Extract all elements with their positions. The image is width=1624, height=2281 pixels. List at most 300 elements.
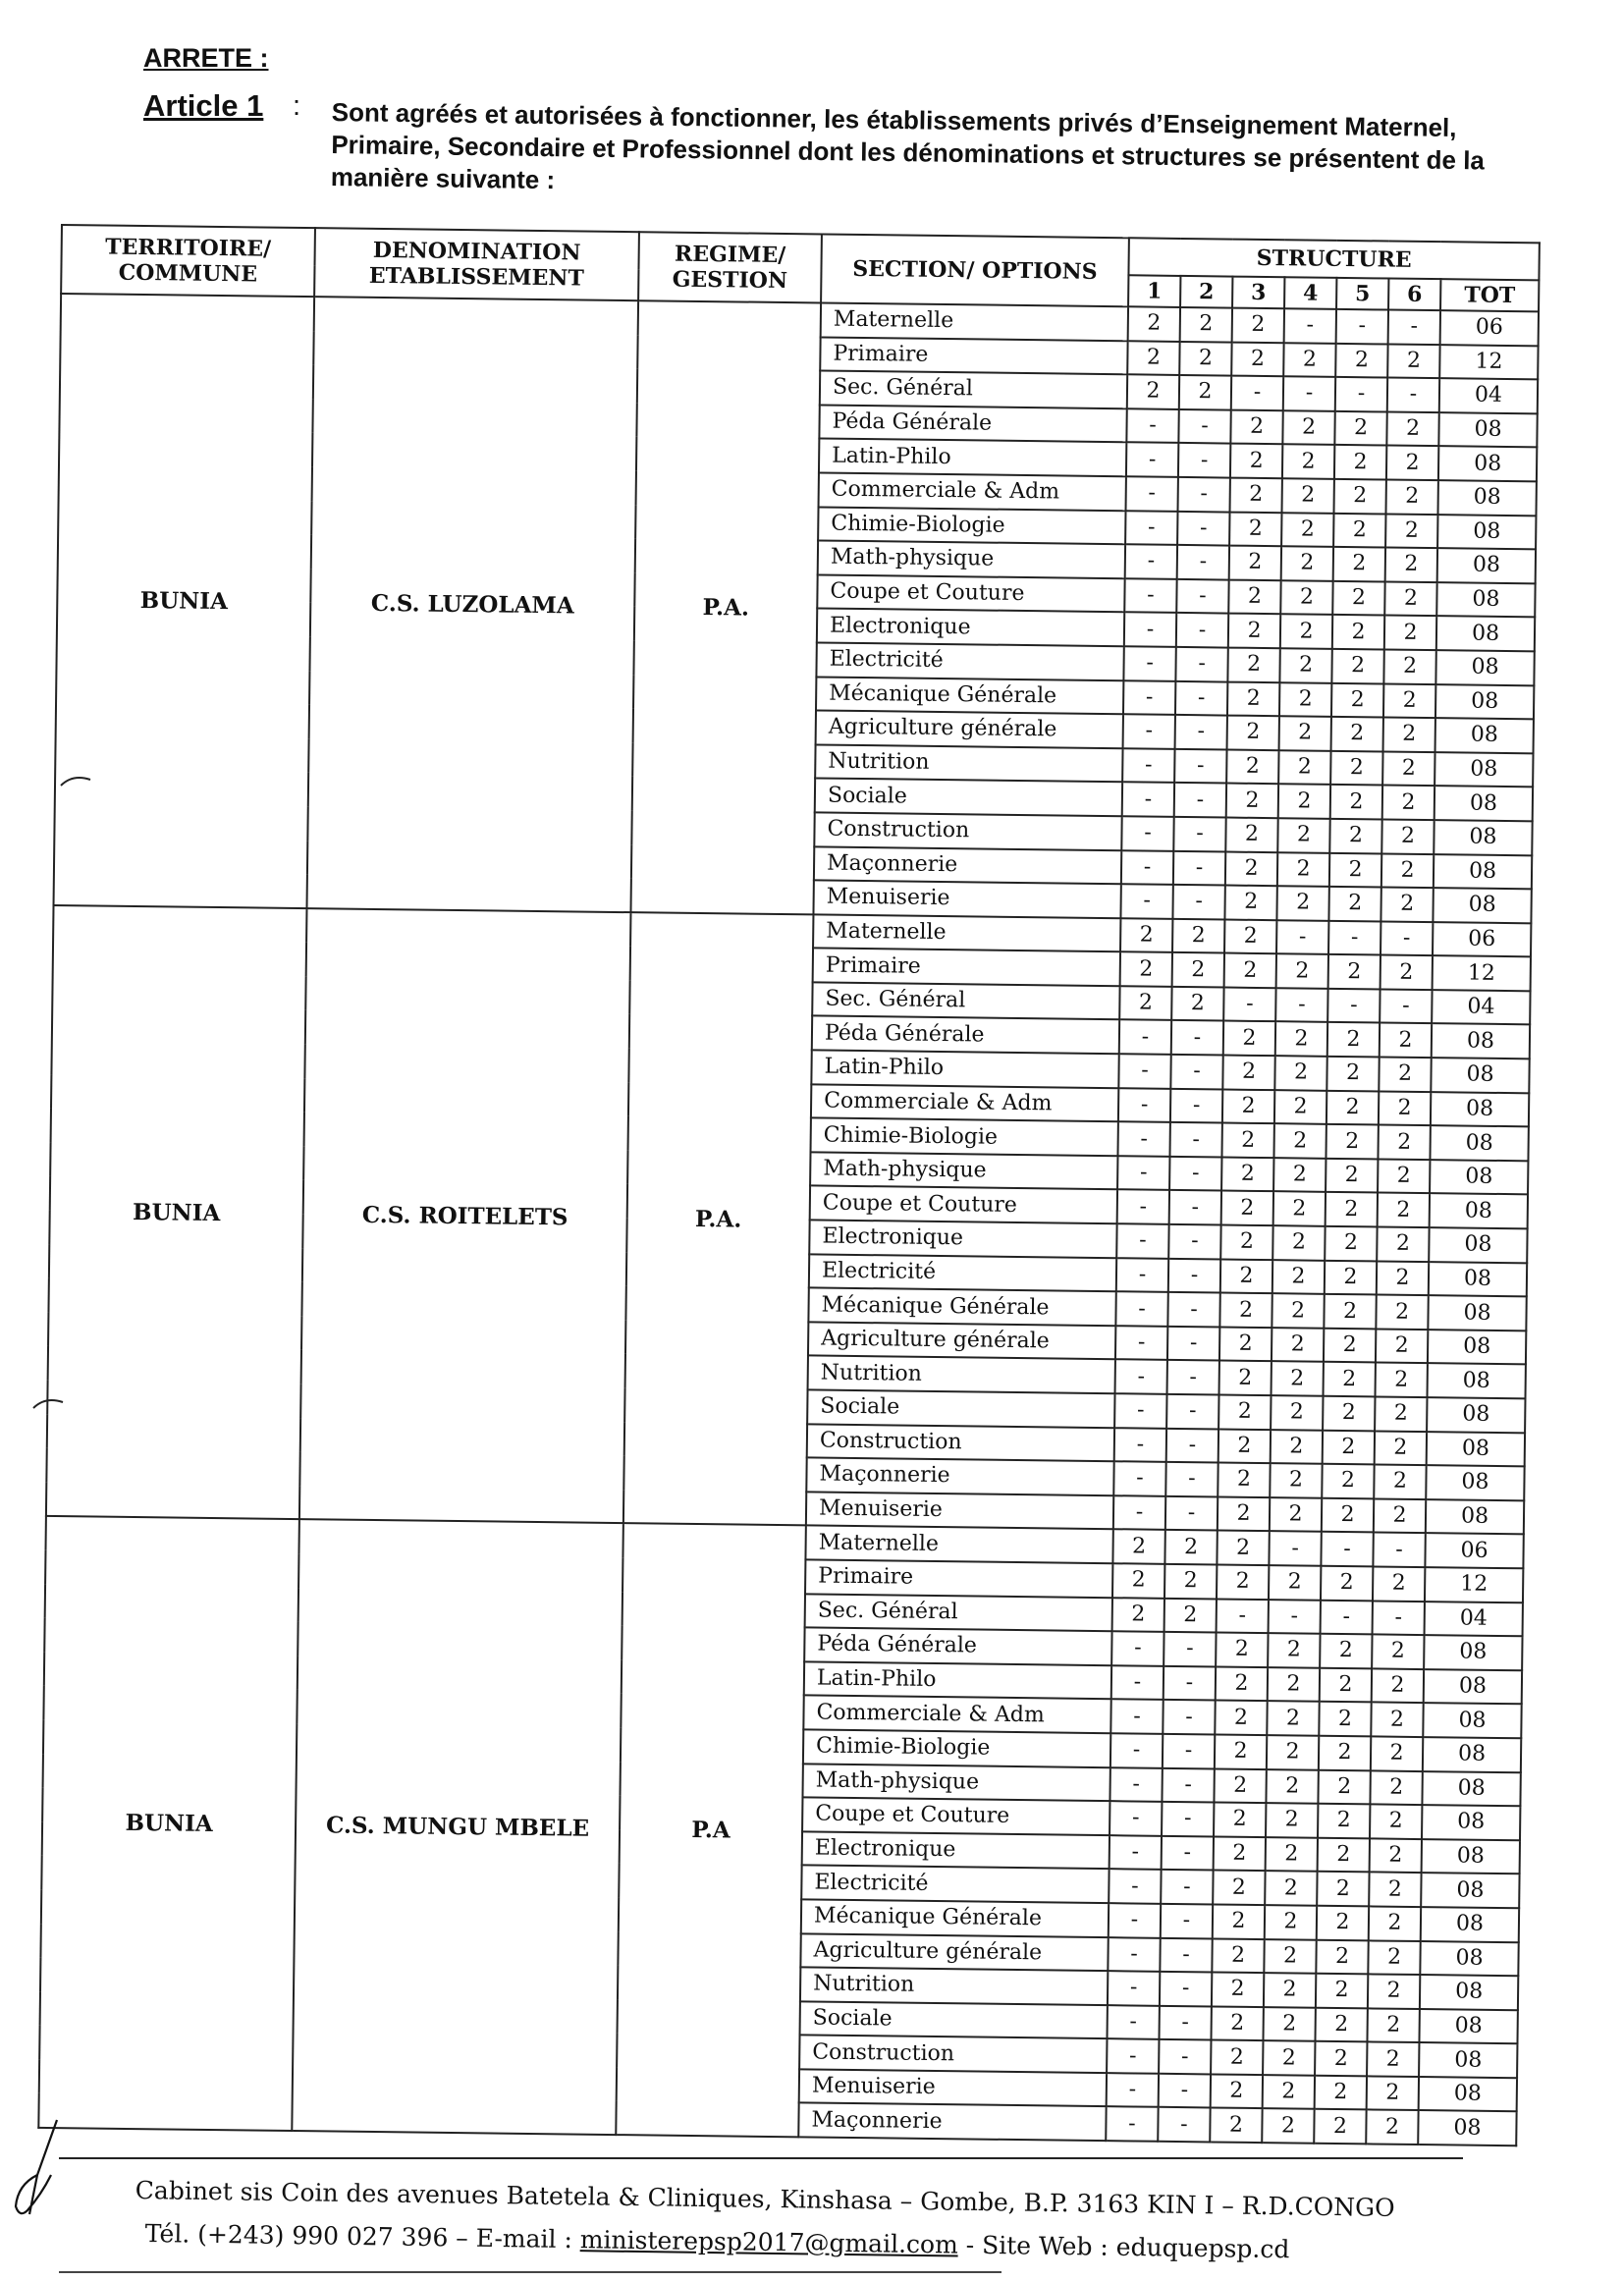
level-cell: - bbox=[1113, 1461, 1165, 1495]
option-cell: Menuiserie bbox=[806, 1492, 1113, 1529]
level-cell: 2 bbox=[1273, 1123, 1326, 1158]
option-cell: Coupe et Couture bbox=[802, 1797, 1110, 1834]
level-cell: 2 bbox=[1164, 1598, 1217, 1632]
level-cell: 2 bbox=[1265, 1905, 1317, 1939]
level-cell: - bbox=[1110, 1767, 1162, 1802]
option-cell: Primaire bbox=[805, 1559, 1112, 1597]
level-cell: 2 bbox=[1277, 852, 1329, 887]
level-cell: 2 bbox=[1367, 2076, 1419, 2110]
level-cell: 2 bbox=[1164, 1530, 1217, 1564]
total-cell: 08 bbox=[1428, 1363, 1526, 1398]
level-cell: 2 bbox=[1274, 1090, 1326, 1124]
level-cell: 2 bbox=[1367, 2008, 1419, 2042]
option-cell: Electricité bbox=[801, 1866, 1109, 1903]
total-cell: 08 bbox=[1437, 515, 1536, 550]
level-cell: - bbox=[1117, 1156, 1169, 1190]
total-cell: 08 bbox=[1436, 582, 1535, 618]
level-cell: 2 bbox=[1268, 1667, 1320, 1702]
total-cell: 08 bbox=[1419, 2042, 1517, 2078]
level-cell: 2 bbox=[1222, 1056, 1274, 1090]
level-cell: 2 bbox=[1262, 2109, 1314, 2144]
total-cell: 08 bbox=[1432, 1024, 1530, 1059]
level-cell: 2 bbox=[1385, 479, 1437, 514]
level-cell: - bbox=[1126, 408, 1178, 443]
option-cell: Péda Générale bbox=[819, 405, 1126, 442]
option-cell: Construction bbox=[799, 2036, 1107, 2073]
level-cell: - bbox=[1118, 1054, 1170, 1088]
level-cell: 2 bbox=[1218, 1496, 1270, 1531]
level-cell: - bbox=[1107, 2005, 1159, 2039]
option-cell: Menuiserie bbox=[799, 2069, 1107, 2106]
article-text: Sont agréés et autorisées à fonctionner, les établissements privés d’Enseignement Maternel, Primaire, Secondaire et Professionnel dont les dénominations et structures se présentent de la manière suivante : bbox=[330, 96, 1486, 195]
option-cell: Sociale bbox=[815, 779, 1122, 816]
level-cell: - bbox=[1162, 1802, 1214, 1836]
level-cell: 2 bbox=[1282, 410, 1334, 445]
level-cell: - bbox=[1217, 1599, 1269, 1633]
level-cell: 2 bbox=[1219, 1361, 1272, 1395]
level-cell: 2 bbox=[1332, 581, 1384, 616]
level-cell: 2 bbox=[1228, 614, 1280, 648]
level-cell: 2 bbox=[1225, 851, 1277, 886]
level-cell: 2 bbox=[1316, 1974, 1368, 2008]
level-cell: - bbox=[1387, 378, 1439, 412]
level-cell: 2 bbox=[1386, 446, 1438, 480]
option-cell: Maçonnerie bbox=[814, 846, 1121, 884]
total-cell: 04 bbox=[1432, 990, 1530, 1025]
option-cell: Commerciale & Adm bbox=[803, 1696, 1110, 1733]
level-cell: 2 bbox=[1380, 1023, 1432, 1058]
option-cell: Electricité bbox=[809, 1254, 1116, 1291]
level-cell: 2 bbox=[1376, 1295, 1428, 1330]
level-cell: 2 bbox=[1211, 2006, 1263, 2040]
option-cell: Electronique bbox=[809, 1220, 1116, 1257]
level-cell: 2 bbox=[1372, 1668, 1424, 1703]
level-cell: - bbox=[1107, 2038, 1159, 2073]
level-cell: 2 bbox=[1378, 1125, 1430, 1160]
total-cell: 12 bbox=[1439, 345, 1538, 380]
header-section: SECTION/ OPTIONS bbox=[821, 234, 1129, 306]
level-cell: 2 bbox=[1376, 1363, 1428, 1397]
level-cell: 2 bbox=[1375, 1396, 1427, 1431]
footer-contact bbox=[145, 2219, 1290, 2263]
level-cell: 2 bbox=[1282, 478, 1334, 513]
option-cell: Nutrition bbox=[815, 744, 1122, 782]
level-cell: 2 bbox=[1268, 1633, 1320, 1667]
level-cell: - bbox=[1115, 1326, 1167, 1360]
level-cell: 2 bbox=[1272, 1293, 1324, 1328]
level-cell: 2 bbox=[1382, 786, 1435, 820]
decree-heading: ARRETE : bbox=[143, 43, 269, 73]
level-cell: 2 bbox=[1270, 1497, 1322, 1532]
level-cell: - bbox=[1117, 1190, 1169, 1224]
option-cell: Maçonnerie bbox=[798, 2103, 1106, 2141]
level-cell: 2 bbox=[1330, 751, 1382, 786]
level-cell: 2 bbox=[1120, 952, 1172, 987]
option-cell: Maçonnerie bbox=[806, 1458, 1113, 1495]
level-cell: 2 bbox=[1380, 955, 1433, 990]
level-cell: 2 bbox=[1218, 1394, 1271, 1429]
level-cell: 2 bbox=[1383, 683, 1435, 718]
level-cell: 2 bbox=[1325, 1260, 1377, 1294]
level-cell: 2 bbox=[1324, 1329, 1376, 1363]
level-cell: - bbox=[1106, 2107, 1158, 2142]
level-cell: 2 bbox=[1216, 1633, 1268, 1667]
level-cell: 2 bbox=[1329, 852, 1381, 887]
header-level-5: 5 bbox=[1336, 278, 1388, 310]
level-cell: - bbox=[1223, 987, 1275, 1021]
level-cell: - bbox=[1175, 715, 1227, 749]
total-cell: 08 bbox=[1421, 1873, 1519, 1908]
level-cell: - bbox=[1116, 1223, 1168, 1258]
level-cell: 2 bbox=[1370, 1805, 1422, 1839]
total-cell: 08 bbox=[1430, 1160, 1528, 1195]
total-cell: 08 bbox=[1428, 1295, 1526, 1331]
level-cell: 2 bbox=[1112, 1598, 1164, 1632]
level-cell: - bbox=[1164, 1666, 1216, 1701]
total-cell: 08 bbox=[1438, 412, 1537, 448]
level-cell: 2 bbox=[1224, 953, 1276, 988]
option-cell: Maternelle bbox=[813, 914, 1120, 951]
level-cell: 2 bbox=[1331, 649, 1383, 683]
level-cell: - bbox=[1284, 308, 1336, 343]
option-cell: Latin-Philo bbox=[804, 1661, 1111, 1699]
level-cell: 2 bbox=[1112, 1563, 1164, 1598]
option-cell: Math-physique bbox=[802, 1764, 1110, 1801]
total-cell: 08 bbox=[1435, 650, 1534, 685]
option-cell: Coupe et Couture bbox=[817, 574, 1124, 612]
level-cell: - bbox=[1178, 409, 1230, 444]
level-cell: 2 bbox=[1220, 1259, 1272, 1293]
total-cell: 12 bbox=[1433, 955, 1531, 991]
level-cell: 2 bbox=[1331, 682, 1383, 717]
etablissement-cell: C.S. MUNGU MBELE bbox=[292, 1519, 623, 2135]
footer-website: - Site Web : eduquepsp.cd bbox=[957, 2230, 1290, 2264]
level-cell: 2 bbox=[1221, 1123, 1273, 1158]
level-cell: 2 bbox=[1221, 1157, 1273, 1191]
option-cell: Nutrition bbox=[808, 1356, 1115, 1393]
level-cell: 2 bbox=[1229, 546, 1281, 580]
level-cell: 2 bbox=[1227, 681, 1279, 716]
level-cell: 2 bbox=[1317, 1906, 1369, 1940]
level-cell: - bbox=[1231, 376, 1283, 410]
level-cell: 2 bbox=[1263, 2040, 1315, 2075]
margin-mark bbox=[29, 1394, 69, 1414]
level-cell: 2 bbox=[1112, 1530, 1164, 1564]
level-cell: 2 bbox=[1382, 751, 1435, 786]
level-cell: - bbox=[1165, 1496, 1218, 1531]
total-cell: 08 bbox=[1424, 1635, 1522, 1670]
level-cell: - bbox=[1177, 545, 1229, 579]
regime-cell: P.A. bbox=[630, 300, 821, 914]
total-cell: 08 bbox=[1437, 480, 1536, 516]
level-cell: 2 bbox=[1220, 1225, 1272, 1260]
level-cell: - bbox=[1123, 714, 1175, 748]
level-cell: 2 bbox=[1381, 853, 1434, 888]
total-cell: 08 bbox=[1423, 1737, 1521, 1772]
level-cell: 2 bbox=[1266, 1803, 1318, 1837]
level-cell: 2 bbox=[1272, 1260, 1325, 1294]
level-cell: - bbox=[1380, 989, 1432, 1023]
total-cell: 08 bbox=[1422, 1839, 1520, 1874]
total-cell: 08 bbox=[1426, 1499, 1524, 1535]
level-cell: 2 bbox=[1317, 1872, 1369, 1906]
level-cell: 2 bbox=[1370, 1838, 1422, 1873]
level-cell: - bbox=[1321, 1600, 1373, 1634]
level-cell: 2 bbox=[1281, 513, 1333, 547]
level-cell: 2 bbox=[1212, 1973, 1264, 2007]
option-cell: Sec. Général bbox=[805, 1594, 1112, 1631]
total-cell: 08 bbox=[1435, 684, 1534, 720]
level-cell: - bbox=[1122, 748, 1174, 783]
total-cell: 08 bbox=[1435, 752, 1533, 787]
level-cell: - bbox=[1171, 1020, 1223, 1055]
level-cell: 2 bbox=[1120, 918, 1172, 952]
level-cell: - bbox=[1110, 1835, 1162, 1870]
level-cell: 2 bbox=[1127, 341, 1179, 375]
table-body bbox=[38, 294, 1539, 2145]
level-cell: 2 bbox=[1331, 717, 1383, 751]
level-cell: - bbox=[1162, 1767, 1214, 1802]
level-cell: 2 bbox=[1322, 1498, 1374, 1533]
option-cell: Construction bbox=[814, 812, 1121, 849]
level-cell: - bbox=[1176, 613, 1228, 647]
option-cell: Electricité bbox=[816, 642, 1123, 679]
level-cell: 2 bbox=[1376, 1329, 1428, 1363]
level-cell: - bbox=[1283, 376, 1335, 410]
level-cell: 2 bbox=[1326, 1090, 1379, 1124]
level-cell: 2 bbox=[1380, 888, 1433, 922]
level-cell: 2 bbox=[1228, 579, 1280, 614]
option-cell: Math-physique bbox=[810, 1152, 1117, 1189]
level-cell: 2 bbox=[1324, 1294, 1376, 1329]
level-cell: 2 bbox=[1214, 1836, 1266, 1871]
total-cell: 08 bbox=[1419, 2009, 1517, 2044]
level-cell: 2 bbox=[1325, 1226, 1377, 1261]
level-cell: 2 bbox=[1332, 615, 1384, 649]
level-cell: 2 bbox=[1265, 1871, 1317, 1905]
level-cell: 2 bbox=[1213, 1904, 1265, 1938]
level-cell: 2 bbox=[1272, 1328, 1324, 1362]
level-cell: - bbox=[1373, 1533, 1425, 1567]
level-cell: 2 bbox=[1318, 1769, 1370, 1804]
level-cell: 2 bbox=[1385, 514, 1437, 548]
level-cell: - bbox=[1125, 544, 1177, 578]
level-cell: - bbox=[1158, 2107, 1210, 2142]
level-cell: 2 bbox=[1326, 1159, 1378, 1193]
level-cell: - bbox=[1126, 443, 1178, 477]
option-cell: Latin-Philo bbox=[819, 439, 1126, 476]
total-cell: 08 bbox=[1426, 1465, 1524, 1500]
level-cell: - bbox=[1321, 1532, 1373, 1566]
level-cell: 2 bbox=[1281, 546, 1333, 580]
level-cell: 2 bbox=[1212, 1938, 1264, 1973]
level-cell: 2 bbox=[1372, 1635, 1424, 1669]
level-cell: 2 bbox=[1368, 1974, 1420, 2008]
etablissement-cell: C.S. LUZOLAMA bbox=[307, 297, 639, 912]
level-cell: 2 bbox=[1326, 1124, 1378, 1159]
total-cell: 08 bbox=[1420, 1941, 1518, 1977]
level-cell: 2 bbox=[1371, 1736, 1423, 1770]
total-cell: 08 bbox=[1418, 2111, 1516, 2146]
option-cell: Math-physique bbox=[818, 541, 1125, 578]
total-cell: 08 bbox=[1430, 1194, 1528, 1229]
level-cell: 2 bbox=[1384, 581, 1436, 616]
level-cell: 2 bbox=[1327, 1022, 1380, 1057]
level-cell: - bbox=[1110, 1700, 1163, 1734]
level-cell: - bbox=[1174, 749, 1226, 784]
option-cell: Agriculture générale bbox=[800, 1933, 1108, 1971]
level-cell: 2 bbox=[1230, 444, 1282, 478]
option-cell: Sociale bbox=[807, 1389, 1114, 1427]
level-cell: - bbox=[1327, 989, 1380, 1023]
level-cell: - bbox=[1162, 1836, 1214, 1871]
article-colon: : bbox=[293, 90, 301, 122]
header-level-6: 6 bbox=[1388, 279, 1440, 311]
level-cell: - bbox=[1373, 1601, 1425, 1635]
option-cell: Maternelle bbox=[805, 1526, 1112, 1563]
level-cell: 2 bbox=[1172, 919, 1224, 953]
option-cell: Mécanique Générale bbox=[801, 1899, 1109, 1936]
level-cell: 2 bbox=[1223, 1021, 1275, 1056]
level-cell: - bbox=[1167, 1292, 1219, 1327]
level-cell: - bbox=[1169, 1190, 1221, 1224]
level-cell: 2 bbox=[1322, 1464, 1374, 1498]
level-cell: - bbox=[1165, 1462, 1218, 1496]
level-cell: 2 bbox=[1326, 1192, 1378, 1226]
option-cell: Sec. Général bbox=[812, 982, 1119, 1019]
level-cell: 2 bbox=[1319, 1702, 1371, 1736]
level-cell: 2 bbox=[1227, 716, 1279, 750]
total-cell: 08 bbox=[1421, 1907, 1519, 1942]
level-cell: - bbox=[1269, 1600, 1321, 1634]
level-cell: 2 bbox=[1225, 817, 1277, 851]
level-cell: 2 bbox=[1315, 2007, 1367, 2041]
level-cell: 2 bbox=[1217, 1564, 1269, 1599]
level-cell: 2 bbox=[1324, 1362, 1376, 1396]
total-cell: 08 bbox=[1427, 1432, 1525, 1467]
level-cell: 2 bbox=[1282, 445, 1334, 479]
level-cell: 2 bbox=[1216, 1666, 1268, 1701]
level-cell: 2 bbox=[1366, 2110, 1418, 2145]
total-cell: 08 bbox=[1429, 1227, 1527, 1263]
level-cell: - bbox=[1161, 1870, 1213, 1904]
level-cell: 2 bbox=[1385, 548, 1437, 582]
level-cell: 2 bbox=[1272, 1362, 1324, 1396]
level-cell: 2 bbox=[1271, 1395, 1323, 1430]
level-cell: 2 bbox=[1371, 1703, 1423, 1737]
level-cell: - bbox=[1159, 2074, 1211, 2108]
level-cell: 2 bbox=[1328, 887, 1380, 921]
level-cell: 2 bbox=[1323, 1430, 1375, 1464]
level-cell: - bbox=[1119, 1020, 1171, 1055]
level-cell: 2 bbox=[1333, 479, 1385, 514]
level-cell: - bbox=[1335, 377, 1387, 411]
level-cell: - bbox=[1173, 850, 1225, 885]
level-cell: - bbox=[1124, 613, 1176, 647]
option-cell: Construction bbox=[807, 1424, 1114, 1461]
level-cell: - bbox=[1178, 443, 1230, 477]
level-cell: 2 bbox=[1128, 306, 1180, 341]
level-cell: - bbox=[1164, 1632, 1216, 1666]
level-cell: - bbox=[1380, 921, 1433, 955]
level-cell: - bbox=[1174, 783, 1226, 817]
level-cell: - bbox=[1110, 1733, 1163, 1767]
level-cell: 2 bbox=[1274, 1056, 1326, 1090]
level-cell: 2 bbox=[1318, 1837, 1370, 1872]
level-cell: 2 bbox=[1229, 512, 1281, 546]
level-cell: - bbox=[1170, 1055, 1222, 1089]
level-cell: 2 bbox=[1373, 1566, 1425, 1601]
footer-rule bbox=[59, 2157, 1463, 2159]
level-cell: 2 bbox=[1387, 344, 1439, 378]
footer-address: Cabinet sis Coin des avenues Batetela & Cliniques, Kinshasa – Gombe, B.P. 3163 KIN I – R.D.CONGO bbox=[135, 2176, 1395, 2222]
level-cell: 2 bbox=[1264, 1973, 1316, 2007]
level-cell: 2 bbox=[1320, 1634, 1372, 1668]
level-cell: 2 bbox=[1370, 1770, 1422, 1805]
level-cell: - bbox=[1123, 680, 1175, 715]
level-cell: 2 bbox=[1180, 307, 1232, 342]
level-cell: - bbox=[1167, 1360, 1219, 1394]
level-cell: 2 bbox=[1280, 580, 1332, 615]
option-cell: Coupe et Couture bbox=[810, 1186, 1117, 1223]
header-denomination: DENOMINATION ETABLISSEMENT bbox=[314, 228, 639, 300]
level-cell: 2 bbox=[1319, 1736, 1371, 1770]
level-cell: - bbox=[1115, 1291, 1167, 1326]
level-cell: - bbox=[1159, 2005, 1211, 2039]
option-cell: Primaire bbox=[820, 337, 1127, 374]
level-cell: 2 bbox=[1280, 615, 1332, 649]
level-cell: 2 bbox=[1377, 1226, 1429, 1261]
total-cell: 08 bbox=[1436, 616, 1535, 651]
level-cell: - bbox=[1115, 1360, 1167, 1394]
level-cell: - bbox=[1276, 920, 1328, 954]
level-cell: 2 bbox=[1315, 2041, 1367, 2076]
level-cell: 2 bbox=[1330, 785, 1382, 819]
territoire-cell: BUNIA bbox=[38, 1516, 299, 2131]
level-cell: - bbox=[1108, 1971, 1160, 2005]
level-cell: 2 bbox=[1277, 818, 1329, 852]
level-cell: - bbox=[1168, 1258, 1220, 1292]
level-cell: 2 bbox=[1215, 1734, 1267, 1768]
level-cell: 2 bbox=[1283, 343, 1335, 377]
footer-email-link[interactable]: ministerepsp2017@gmail.com bbox=[579, 2225, 958, 2259]
level-cell: - bbox=[1111, 1665, 1164, 1700]
level-cell: 2 bbox=[1215, 1701, 1267, 1735]
level-cell: - bbox=[1336, 309, 1388, 344]
level-cell: - bbox=[1269, 1532, 1321, 1566]
level-cell: 2 bbox=[1375, 1431, 1427, 1465]
level-cell: 2 bbox=[1119, 986, 1171, 1020]
level-cell: - bbox=[1122, 783, 1174, 817]
level-cell: 2 bbox=[1218, 1429, 1271, 1463]
level-cell: 2 bbox=[1335, 343, 1387, 377]
total-cell: 08 bbox=[1419, 2077, 1517, 2112]
total-cell: 08 bbox=[1424, 1669, 1522, 1705]
level-cell: 2 bbox=[1219, 1293, 1272, 1328]
level-cell: 2 bbox=[1326, 1057, 1379, 1091]
level-cell: 2 bbox=[1279, 716, 1331, 750]
schools-table-container bbox=[37, 224, 1541, 2146]
level-cell: 2 bbox=[1273, 1158, 1326, 1192]
option-cell: Maternelle bbox=[821, 302, 1128, 340]
level-cell: - bbox=[1275, 988, 1327, 1022]
level-cell: 2 bbox=[1267, 1735, 1319, 1769]
level-cell: 2 bbox=[1272, 1225, 1325, 1260]
level-cell: 2 bbox=[1333, 513, 1385, 547]
level-cell: - bbox=[1163, 1700, 1215, 1734]
total-cell: 08 bbox=[1420, 1975, 1518, 2010]
level-cell: 2 bbox=[1316, 1939, 1368, 1974]
